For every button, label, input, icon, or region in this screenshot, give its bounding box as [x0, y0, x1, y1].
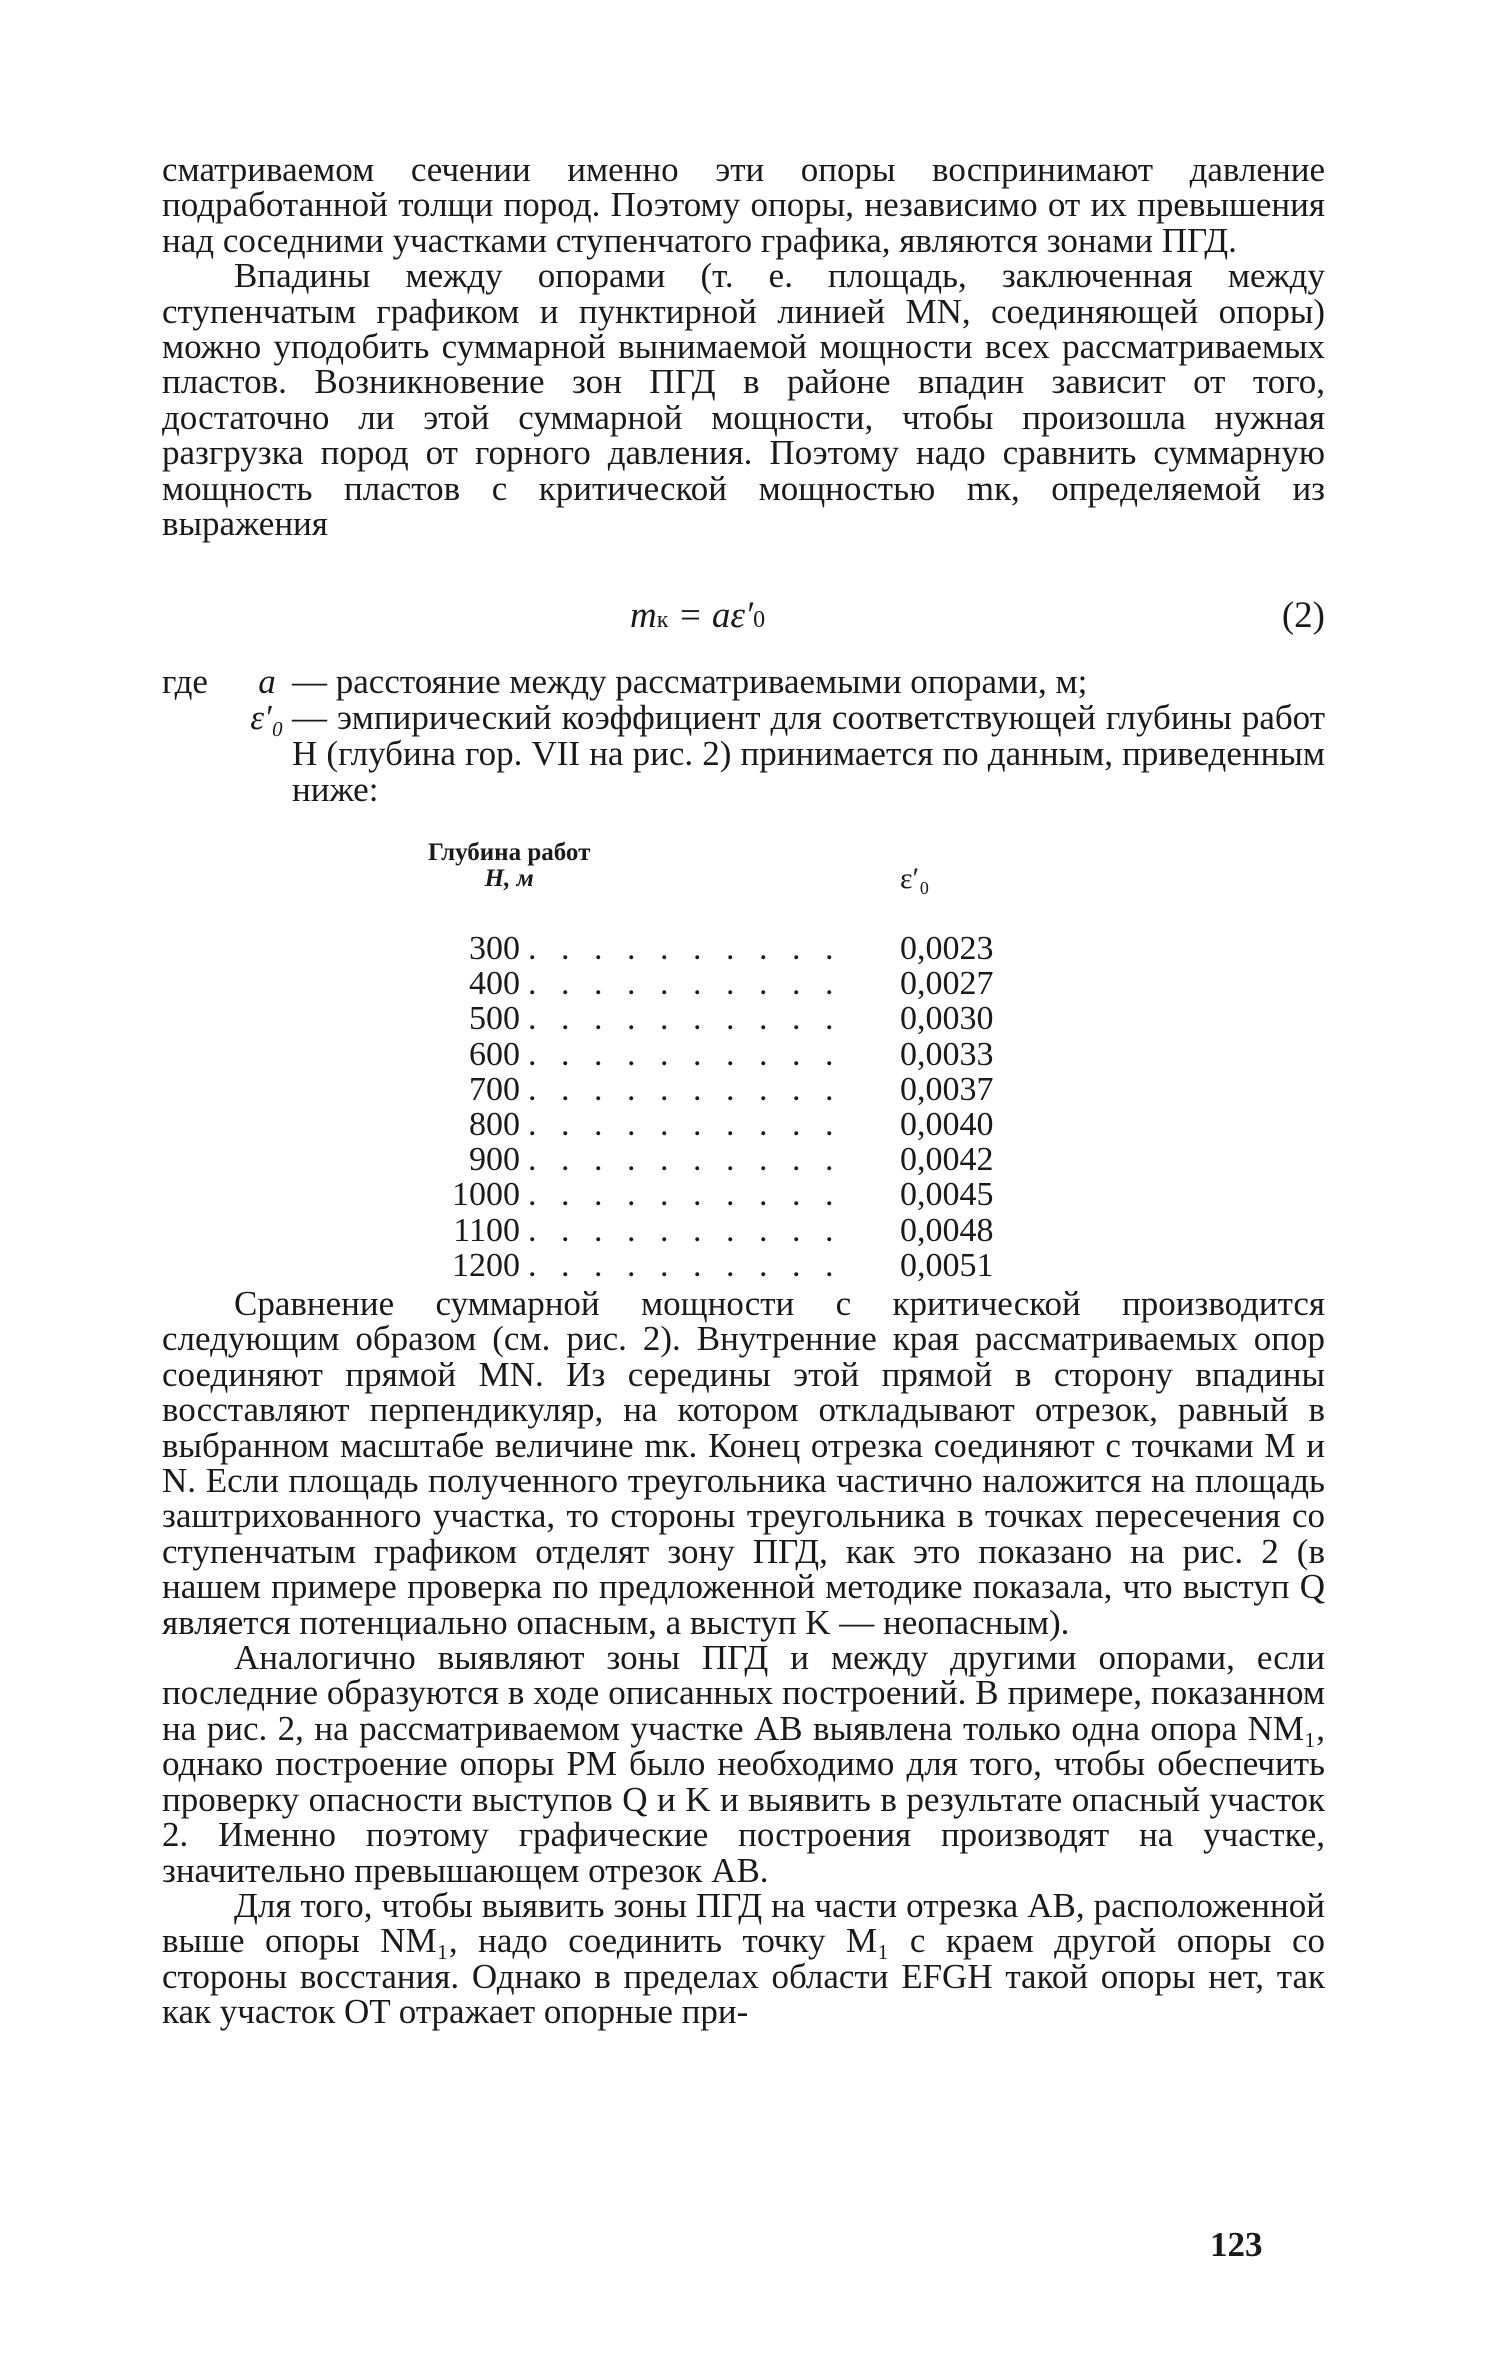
page-number: 123: [1210, 2225, 1263, 2264]
table-row: 900 . . . . . . . . . . 0,0042: [469, 1141, 994, 1179]
definitions: [162, 664, 1325, 808]
paragraph-3: Сравнение суммарной мощности с критической производится следующим образом (см. рис. 2). Внутренние края рассматриваемых опор соединяют прямой MN. Из середины этой прямой в сторону впадины восставляют перпендикуляр, на котором откладывают отрезок, равный в выбранном масштабе величине mк. Конец отрезка соединяют с точками M и N. Если площадь полученного треугольника частично наложится на площадь заштрихованного участка, то стороны треугольника в точках пересечения со ступенчатым графиком отделят зону ПГД, как это показано на рис. 2 (в нашем примере проверка по предложенной методике показала, что выступ Q является потенциально опасным, а выступ K — неопасным).: [162, 1284, 1325, 1642]
table-row: 700 . . . . . . . . . . 0,0037: [469, 1070, 994, 1108]
paragraph-5: Для того, чтобы выявить зоны ПГД на части отрезка AB, расположенной выше опоры NM₁, надо соединить точку M₁ с краем другой опоры со стороны восстания. Однако в пределах области EFGH такой опоры нет, так как участок OT отражает опорные при-: [162, 1885, 1325, 2032]
formula-number: (2): [1281, 595, 1325, 636]
definition-row: [162, 700, 1325, 808]
table-row: 800 . . . . . . . . . . 0,0040: [469, 1105, 994, 1143]
text-block-top: [162, 150, 1325, 544]
paragraph-1: сматриваемом сечении именно эти опоры воспринимают давление подработанной толщи пород. Поэтому опоры, независимо от их превышения над соседними участками ступенчатого графика, являются зонами ПГД.: [162, 150, 1325, 260]
table-row: 500 . . . . . . . . . . 0,0030: [469, 1000, 994, 1038]
definition-text: — расстояние между рассматриваемыми опорами, м;: [292, 662, 1088, 701]
header-coefficient: ε′₀: [900, 862, 930, 895]
formula-2: [560, 588, 1325, 638]
table-row: 600 . . . . . . . . . . 0,0033: [469, 1035, 994, 1073]
table-row: 300 . . . . . . . . . . 0,0023: [469, 930, 994, 967]
definitions-lead: где: [162, 662, 208, 701]
text-block-bottom: [162, 1286, 1325, 2030]
table-header: [420, 840, 1020, 930]
depth-coefficient-table: [420, 840, 1020, 1282]
table-row: 1200 . . . . . . . . . . 0,0051: [452, 1246, 994, 1284]
header-depth: Глубина работ H, м: [428, 839, 591, 892]
table-row: 1100 . . . . . . . . . . 0,0048: [453, 1211, 994, 1249]
definition-row: [162, 664, 1325, 700]
definition-symbol: a: [258, 662, 276, 701]
definition-symbol: ε′₀: [250, 698, 284, 737]
definition-text: — эмпирический коэффициент для соответствующей глубины работ H (глубина гор. VII на рис. 2) принимается по данным, приведенным ниже:: [292, 698, 1325, 809]
table-row: 1000 . . . . . . . . . . 0,0045: [452, 1176, 994, 1214]
table-row: 400 . . . . . . . . . . 0,0027: [469, 965, 994, 1003]
formula-expression: mк = aε′0: [630, 595, 766, 636]
paragraph-2: Впадины между опорами (т. е. площадь, заключенная между ступенчатым графиком и пунктирной линией MN, соединяющей опоры) можно уподобить суммарной вынимаемой мощности всех рассматриваемых пластов. Возникновение зон ПГД в районе впадин зависит от того, достаточно ли этой суммарной мощности, чтобы произошла нужная разгрузка пород от горного давления. Поэтому надо сравнить суммарную мощность пластов с критической мощностью mк, определяемой из выражения: [162, 256, 1325, 544]
paragraph-4: Аналогично выявляют зоны ПГД и между другими опорами, если последние образуются в ходе описанных построений. В примере, показанном на рис. 2, на рассматриваемом участке AB выявлена только одна опора NM₁, однако построение опоры PM было необходимо для того, чтобы обеспечить проверку опасности выступов Q и K и выявить в результате опасный участок 2. Именно поэтому графические построения производят на участке, значительно превышающем отрезок AB.: [162, 1638, 1325, 1890]
